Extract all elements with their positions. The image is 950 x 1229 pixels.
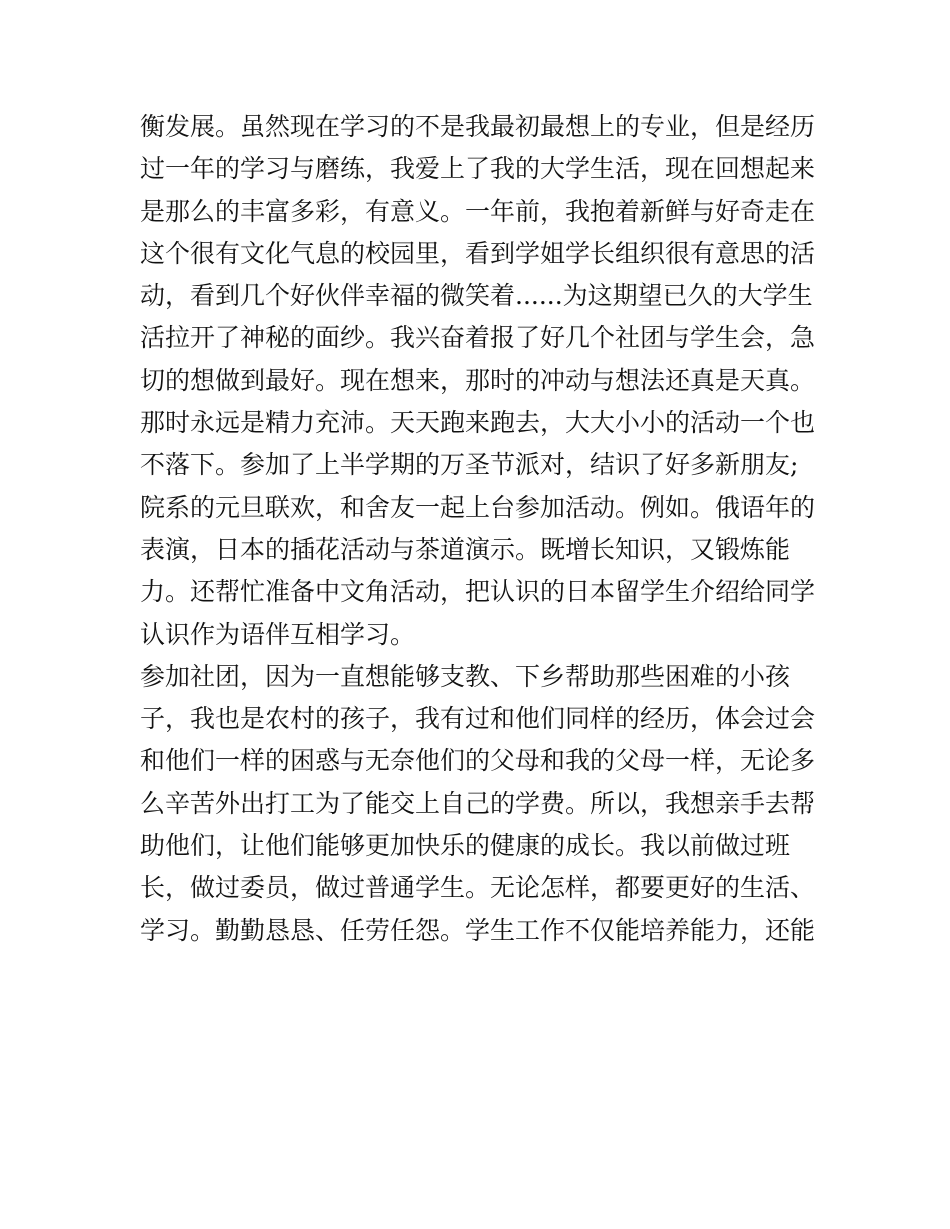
- text-line: 活拉开了神秘的面纱。我兴奋着报了好几个社团与学生会，急: [140, 323, 816, 353]
- text-line: 这个很有文化气息的校园里，看到学姐学长组织很有意思的活: [140, 238, 816, 268]
- text-line: 长，做过委员，做过普通学生。无论怎样，都要更好的生活、: [140, 873, 816, 903]
- text-line: 是那么的丰富多彩，有意义。一年前，我抱着新鲜与好奇走在: [140, 196, 816, 226]
- body-text: [140, 106, 820, 952]
- text-line: 衡发展。虽然现在学习的不是我最初最想上的专业，但是经历: [140, 112, 816, 141]
- text-line: 学习。勤勤恳恳、任劳任怨。学生工作不仅能培养能力，还能: [140, 915, 816, 945]
- text-line: 院系的元旦联欢，和舍友一起上台参加活动。例如。俄语年的: [140, 492, 816, 522]
- text-line: 子，我也是农村的孩子，我有过和他们同样的经历，体会过会: [140, 704, 816, 734]
- text-line: 那时永远是精力充沛。天天跑来跑去，大大小小的活动一个也: [140, 408, 816, 438]
- text-line: 切的想做到最好。现在想来，那时的冲动与想法还真是天真。: [140, 365, 816, 395]
- text-line: 过一年的学习与磨练，我爱上了我的大学生活，现在回想起来: [140, 154, 816, 184]
- text-line: 助他们，让他们能够更加快乐的健康的成长。我以前做过班: [140, 831, 791, 861]
- text-line: 表演，日本的插花活动与茶道演示。既增长知识，又锻炼能: [140, 534, 791, 564]
- text-line: 不落下。参加了上半学期的万圣节派对，结识了好多新朋友;: [140, 450, 799, 480]
- text-line: 动，看到几个好伙伴幸福的微笑着......为这期望已久的大学生: [140, 281, 813, 311]
- text-line: 认识作为语伴互相学习。: [140, 619, 416, 649]
- text-line: 力。还帮忙准备中文角活动，把认识的日本留学生介绍给同学: [140, 577, 816, 607]
- text-line: 么辛苦外出打工为了能交上自己的学费。所以，我想亲手去帮: [140, 788, 816, 818]
- text-line: 参加社团，因为一直想能够支教、下乡帮助那些困难的小孩: [140, 661, 791, 691]
- text-line: 和他们一样的困惑与无奈他们的父母和我的父母一样，无论多: [140, 746, 816, 776]
